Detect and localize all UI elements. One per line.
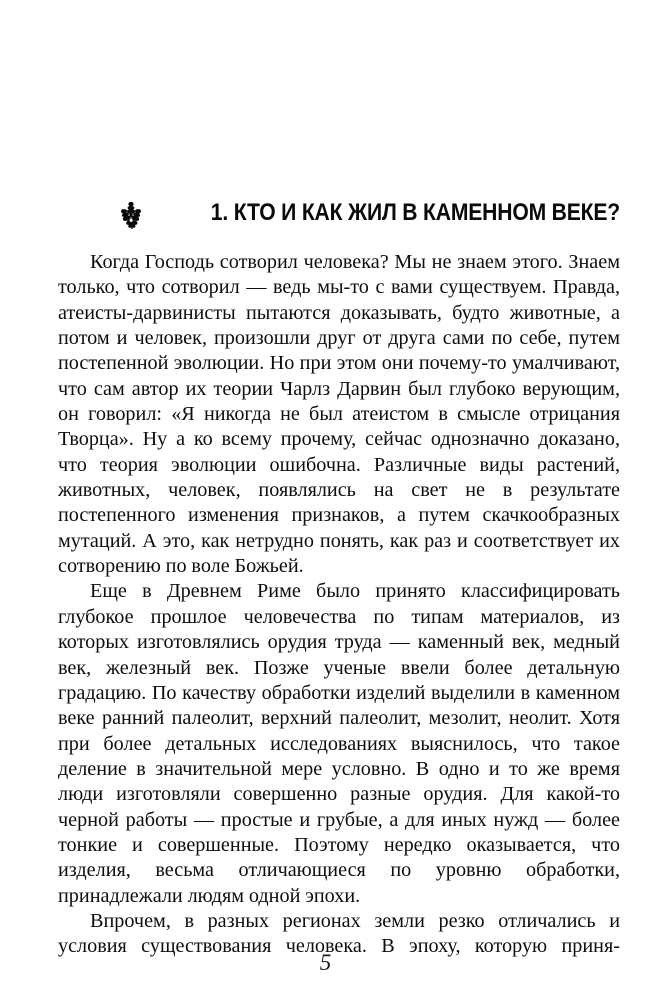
floral-ornament-icon [116,199,146,229]
page-number: 5 [319,950,332,975]
body-paragraph: Еще в Древнем Риме было принято классифицировать глубокое прошлое человечества по типам материалов, из которых изготовлялись орудия труда — каменный век, медный век, железный век. Позже ученые ввели более детальную градацию. По качеству обработки изделий выделили в каменном веке ранний палеолит, верхний палеолит, мезолит, неолит. Хотя при более детальных исследованиях выяснилось, что такое деление в значительной мере условно. В одно и то же время люди изготовляли совершенно разные орудия. Для какой-то черной работы — простые и грубые, а для иных нужд — более тонкие и совершенные. Поэтому нередко оказывается, что изделия, весьма отличающиеся по уровню обработки, принадлежали людям одной эпохи. [58,580,620,907]
body-paragraph: Впрочем, в разных регионах земли резко отличались и условия существования человека. В эпоху, которую приня- [58,909,620,958]
chapter-heading [58,198,620,228]
chapter-title: 1. КТО И КАК ЖИЛ В КАМЕННОМ ВЕКЕ? [210,199,620,226]
body-paragraph: Когда Господь сотворил человека? Мы не знаем этого. Знаем только, что сотворил — ведь мы-то с вами существуем. Правда, атеисты-дарвинисты пытаются доказывать, будто животные, а потом и человек, произошли друг от друга сами по себе, путем постепенной эволюции. Но при этом они почему-то умалчивают, что сам автор их теории Чарлз Дарвин был глубоко верующим, он говорил: «Я никогда не был атеистом в смысле отрицания Творца». Ну а ко всему прочему, сейчас однозначно доказано, что теория эволюции ошибочна. Различные виды растений, животных, человек, появлялись на свет не в результате постепенного изменения признаков, а путем скачкообразных мутаций. А это, как нетрудно понять, как раз и соответствует их сотворению по воле Божьей. [58,251,620,578]
body-text-block [58,250,620,960]
